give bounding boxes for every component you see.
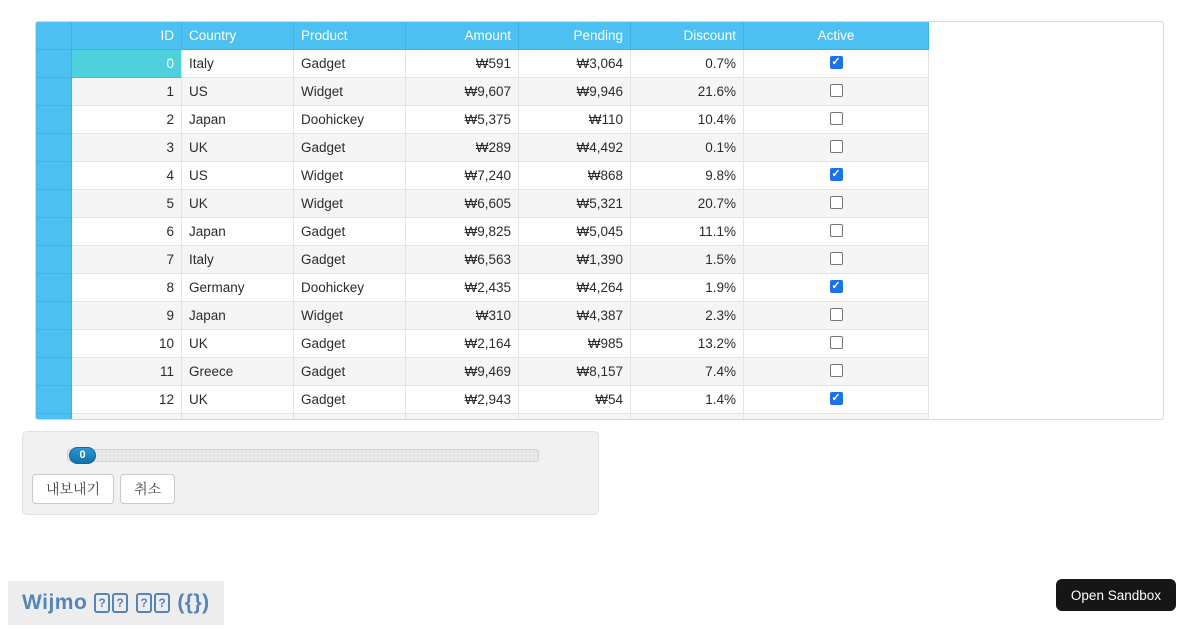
pending-cell[interactable]: ₩5,045 (519, 218, 631, 246)
pending-cell[interactable]: ₩985 (519, 330, 631, 358)
column-header-discount[interactable]: Discount (631, 22, 744, 50)
missing-glyph-icon: ? (136, 593, 152, 613)
slider-track[interactable] (67, 449, 539, 462)
flexgrid (35, 21, 1164, 420)
active-cell[interactable] (744, 414, 929, 420)
table-row (36, 246, 929, 274)
checkbox-unchecked-icon[interactable] (830, 140, 843, 153)
amount-cell[interactable]: ₩9,825 (406, 218, 519, 246)
empty-cell[interactable] (519, 414, 631, 420)
row-header-cell[interactable] (36, 134, 72, 162)
product-cell[interactable]: Widget (294, 190, 406, 218)
checkbox-unchecked-icon[interactable] (830, 224, 843, 237)
id-cell[interactable]: 2 (72, 106, 182, 134)
export-button[interactable]: 내보내기 (32, 474, 114, 504)
cancel-button[interactable]: 취소 (120, 474, 175, 504)
amount-cell[interactable]: ₩7,240 (406, 162, 519, 190)
title-suffix: ({}) (177, 591, 210, 614)
row-header-cell[interactable] (36, 302, 72, 330)
amount-cell[interactable]: ₩2,164 (406, 330, 519, 358)
row-header-cell[interactable] (36, 386, 72, 414)
panel-buttons (32, 474, 175, 504)
checkbox-unchecked-icon[interactable] (830, 84, 843, 97)
active-cell[interactable] (744, 302, 929, 330)
discount-cell[interactable]: 20.7% (631, 190, 744, 218)
row-header-cell[interactable] (36, 246, 72, 274)
checkbox-unchecked-icon[interactable] (830, 364, 843, 377)
id-cell[interactable]: 7 (72, 246, 182, 274)
column-header-active[interactable]: Active (744, 22, 929, 50)
page-title (8, 581, 224, 625)
table-row (36, 50, 929, 78)
active-cell[interactable] (744, 274, 929, 302)
row-header-cell[interactable] (36, 190, 72, 218)
row-header-cell[interactable] (36, 162, 72, 190)
row-header-cell[interactable] (36, 78, 72, 106)
column-header-pending[interactable]: Pending (519, 22, 631, 50)
empty-cell[interactable] (294, 414, 406, 420)
row-header-cell[interactable] (36, 330, 72, 358)
discount-cell[interactable]: 1.4% (631, 386, 744, 414)
pending-cell[interactable]: ₩4,387 (519, 302, 631, 330)
pending-cell[interactable]: ₩1,390 (519, 246, 631, 274)
country-cell[interactable]: Greece (182, 358, 294, 386)
checkbox-checked-icon[interactable] (830, 168, 843, 181)
empty-cell[interactable] (72, 414, 182, 420)
product-cell[interactable]: Widget (294, 162, 406, 190)
country-cell[interactable]: Japan (182, 106, 294, 134)
product-cell[interactable]: Gadget (294, 358, 406, 386)
pending-cell[interactable]: ₩5,321 (519, 190, 631, 218)
discount-cell[interactable]: 11.1% (631, 218, 744, 246)
discount-cell[interactable]: 0.1% (631, 134, 744, 162)
active-cell[interactable] (744, 358, 929, 386)
amount-cell[interactable]: ₩9,469 (406, 358, 519, 386)
column-header-country[interactable]: Country (182, 22, 294, 50)
column-header-id[interactable]: ID (72, 22, 182, 50)
discount-cell[interactable]: 13.2% (631, 330, 744, 358)
country-cell[interactable]: UK (182, 330, 294, 358)
row-header-cell[interactable] (36, 106, 72, 134)
checkbox-unchecked-icon[interactable] (830, 308, 843, 321)
country-cell[interactable]: Italy (182, 246, 294, 274)
discount-cell[interactable]: 10.4% (631, 106, 744, 134)
table-row (36, 358, 929, 386)
id-cell[interactable]: 9 (72, 302, 182, 330)
product-cell[interactable]: Doohickey (294, 274, 406, 302)
control-panel (22, 431, 599, 515)
row-header-cell[interactable] (36, 50, 72, 78)
discount-cell[interactable]: 9.8% (631, 162, 744, 190)
table-row (36, 330, 929, 358)
row-header-cell[interactable] (36, 218, 72, 246)
pending-cell[interactable]: ₩110 (519, 106, 631, 134)
open-sandbox-button[interactable]: Open Sandbox (1056, 579, 1176, 611)
active-cell[interactable] (744, 78, 929, 106)
column-header-product[interactable]: Product (294, 22, 406, 50)
active-cell[interactable] (744, 190, 929, 218)
product-cell[interactable]: Widget (294, 302, 406, 330)
amount-cell[interactable]: ₩289 (406, 134, 519, 162)
country-cell[interactable]: UK (182, 386, 294, 414)
empty-cell[interactable] (631, 414, 744, 420)
table-row (36, 274, 929, 302)
country-cell[interactable]: Japan (182, 302, 294, 330)
active-cell[interactable] (744, 162, 929, 190)
amount-cell[interactable]: ₩5,375 (406, 106, 519, 134)
grid-table (36, 22, 929, 420)
discount-cell[interactable]: 1.9% (631, 274, 744, 302)
discount-cell[interactable]: 21.6% (631, 78, 744, 106)
pending-cell[interactable]: ₩54 (519, 386, 631, 414)
record-count-slider[interactable] (67, 448, 539, 463)
checkbox-unchecked-icon[interactable] (830, 336, 843, 349)
checkbox-checked-icon[interactable] (830, 280, 843, 293)
country-cell[interactable]: Germany (182, 274, 294, 302)
table-row (36, 78, 929, 106)
table-row (36, 162, 929, 190)
table-row (36, 302, 929, 330)
row-header-cell[interactable] (36, 414, 72, 420)
discount-cell[interactable]: 1.5% (631, 246, 744, 274)
discount-cell[interactable]: 0.7% (631, 50, 744, 78)
amount-cell[interactable]: ₩6,563 (406, 246, 519, 274)
active-cell[interactable] (744, 218, 929, 246)
country-cell[interactable]: Japan (182, 218, 294, 246)
id-cell[interactable]: 5 (72, 190, 182, 218)
active-cell[interactable] (744, 134, 929, 162)
active-cell[interactable] (744, 386, 929, 414)
id-cell[interactable]: 10 (72, 330, 182, 358)
product-cell[interactable]: Gadget (294, 134, 406, 162)
country-cell[interactable]: Italy (182, 50, 294, 78)
missing-glyph-icon: ? (112, 593, 128, 613)
grid-corner-cell[interactable] (36, 22, 72, 50)
country-cell[interactable]: UK (182, 190, 294, 218)
id-cell[interactable]: 6 (72, 218, 182, 246)
id-cell[interactable]: 4 (72, 162, 182, 190)
table-row (36, 106, 929, 134)
table-row-partial (36, 414, 929, 420)
table-row (36, 218, 929, 246)
id-cell[interactable]: 11 (72, 358, 182, 386)
amount-cell[interactable]: ₩9,607 (406, 78, 519, 106)
empty-cell[interactable] (406, 414, 519, 420)
product-cell[interactable]: Gadget (294, 246, 406, 274)
pending-cell[interactable]: ₩868 (519, 162, 631, 190)
product-cell[interactable]: Widget (294, 78, 406, 106)
country-cell[interactable]: US (182, 78, 294, 106)
table-row (36, 386, 929, 414)
amount-cell[interactable]: ₩6,605 (406, 190, 519, 218)
product-cell[interactable]: Doohickey (294, 106, 406, 134)
amount-cell[interactable]: ₩2,943 (406, 386, 519, 414)
product-cell[interactable]: Gadget (294, 218, 406, 246)
checkbox-unchecked-icon[interactable] (830, 112, 843, 125)
country-cell[interactable]: UK (182, 134, 294, 162)
amount-cell[interactable]: ₩2,435 (406, 274, 519, 302)
id-cell[interactable]: 0 (72, 50, 182, 78)
amount-cell[interactable]: ₩310 (406, 302, 519, 330)
active-cell[interactable] (744, 106, 929, 134)
slider-handle[interactable]: 0 (69, 447, 96, 464)
missing-glyph-icon: ? (94, 593, 110, 613)
id-cell[interactable]: 12 (72, 386, 182, 414)
active-cell[interactable] (744, 330, 929, 358)
pending-cell[interactable]: ₩4,492 (519, 134, 631, 162)
table-row (36, 190, 929, 218)
active-cell[interactable] (744, 50, 929, 78)
id-cell[interactable]: 1 (72, 78, 182, 106)
active-cell[interactable] (744, 246, 929, 274)
product-cell[interactable]: Gadget (294, 330, 406, 358)
pending-cell[interactable]: ₩8,157 (519, 358, 631, 386)
amount-cell[interactable]: ₩591 (406, 50, 519, 78)
empty-cell[interactable] (182, 414, 294, 420)
country-cell[interactable]: US (182, 162, 294, 190)
id-cell[interactable]: 3 (72, 134, 182, 162)
discount-cell[interactable]: 2.3% (631, 302, 744, 330)
product-cell[interactable]: Gadget (294, 50, 406, 78)
checkbox-checked-icon[interactable] (830, 392, 843, 405)
checkbox-checked-icon[interactable] (830, 56, 843, 69)
row-header-cell[interactable] (36, 358, 72, 386)
pending-cell[interactable]: ₩3,064 (519, 50, 631, 78)
discount-cell[interactable]: 7.4% (631, 358, 744, 386)
checkbox-unchecked-icon[interactable] (830, 252, 843, 265)
pending-cell[interactable]: ₩4,264 (519, 274, 631, 302)
checkbox-unchecked-icon[interactable] (830, 196, 843, 209)
grid-header-row (36, 22, 929, 50)
column-header-amount[interactable]: Amount (406, 22, 519, 50)
id-cell[interactable]: 8 (72, 274, 182, 302)
product-cell[interactable]: Gadget (294, 386, 406, 414)
row-header-cell[interactable] (36, 274, 72, 302)
pending-cell[interactable]: ₩9,946 (519, 78, 631, 106)
table-row (36, 134, 929, 162)
brand-text: Wijmo (22, 591, 88, 614)
missing-glyph-icon: ? (154, 593, 170, 613)
